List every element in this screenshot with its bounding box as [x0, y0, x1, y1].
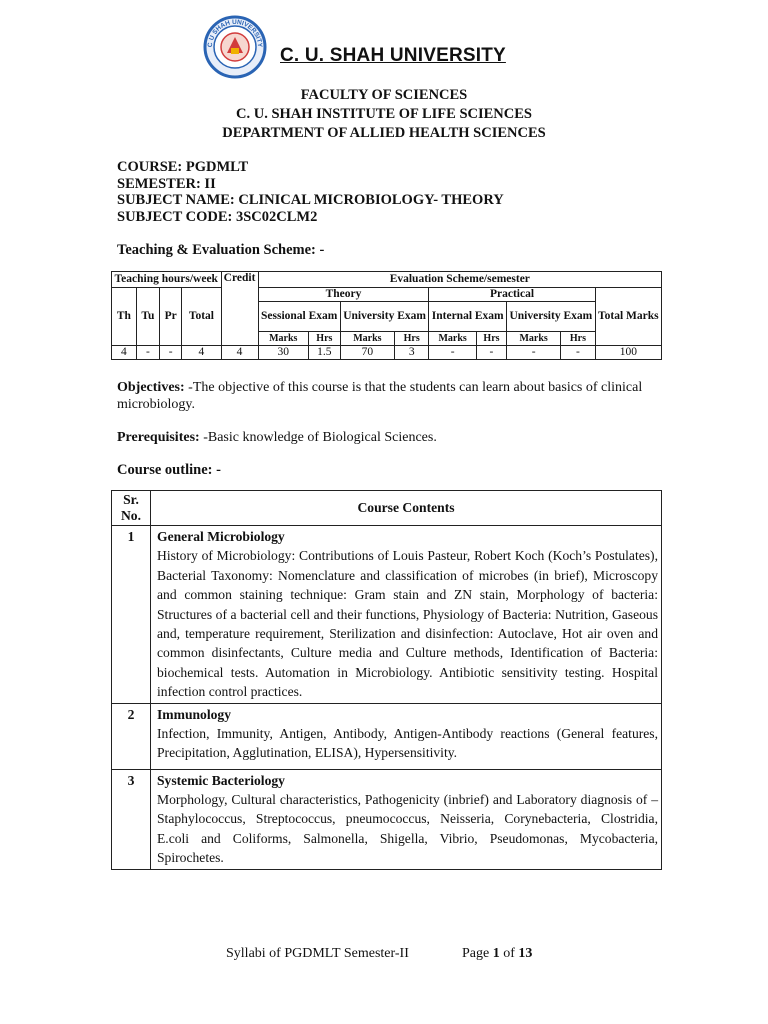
hrs-header: Hrs	[476, 332, 506, 346]
page-total: 13	[518, 946, 533, 961]
unit-title: Immunology	[157, 706, 232, 722]
course-outline-heading: Course outline: -	[117, 462, 221, 478]
theory-header: Theory	[258, 288, 429, 302]
department-heading: DEPARTMENT OF ALLIED HEALTH SCIENCES	[222, 125, 546, 141]
table-row	[112, 769, 662, 869]
scheme-cell: 1.5	[308, 346, 340, 360]
subject-name-line: SUBJECT NAME: CLINICAL MICROBIOLOGY- THEORY	[117, 192, 504, 208]
unit-description: History of Microbiology: Contributions of Louis Pasteur, Robert Koch (Koch’s Postulates), Bacterial Taxonomy: Nomenclature and classification of microbes (in brief), Microscopy and common staining technique: Gram stain and ZN stain, Morphology of bacteria: Structures of a bacterial cell and their functions, Physiology of Bacteria: Nutrition, Gaseous and, temperature requirement, Sterilization and disinfection: Autoclave, Hot air oven and common disinfectants, Culture media and Culture methods, Identification of Bacteria: biochemical tests. Automation in Microbiology. Antibiotic sensitivity testing. Hospital infection control practices.	[157, 548, 658, 700]
objectives-label: Objectives:	[117, 380, 185, 395]
teaching-hours-header: Teaching hours/week	[112, 272, 222, 288]
hrs-header: Hrs	[308, 332, 340, 346]
total-header: Total	[182, 288, 221, 346]
unit-description: Infection, Immunity, Antigen, Antibody, Antigen-Antibody reactions (General features, Precipitation, Agglutination, ELISA), Hypersensitivity.	[157, 726, 658, 761]
practical-university-exam-header: University Exam	[507, 302, 596, 332]
university-exam-header: University Exam	[340, 302, 429, 332]
objectives-paragraph	[117, 379, 657, 413]
scheme-cell: 4	[112, 346, 137, 360]
prerequisites-paragraph	[117, 429, 657, 446]
course-contents-header: Course Contents	[151, 491, 662, 526]
hrs-header: Hrs	[395, 332, 429, 346]
scheme-cell: -	[136, 346, 159, 360]
scheme-cell: 3	[395, 346, 429, 360]
marks-header: Marks	[429, 332, 477, 346]
scheme-cell: -	[561, 346, 595, 360]
total-marks-header: Total Marks	[595, 288, 661, 346]
marks-header: Marks	[340, 332, 394, 346]
scheme-cell: 4	[221, 346, 258, 360]
marks-header: Marks	[507, 332, 561, 346]
unit-title: Systemic Bacteriology	[157, 772, 285, 788]
prerequisites-label: Prerequisites:	[117, 430, 200, 445]
table-row	[112, 526, 662, 704]
page-prefix: Page	[462, 946, 490, 961]
evaluation-header: Evaluation Scheme/semester	[258, 272, 661, 288]
table-row	[112, 703, 662, 769]
th-header: Th	[112, 288, 137, 346]
hrs-header: Hrs	[561, 332, 595, 346]
scheme-heading: Teaching & Evaluation Scheme: -	[117, 242, 325, 258]
scheme-cell: 30	[258, 346, 308, 360]
sr-no-header: Sr. No.	[112, 491, 151, 526]
university-title: C. U. SHAH UNIVERSITY	[280, 45, 506, 66]
page-of: of	[503, 946, 515, 961]
practical-header: Practical	[429, 288, 595, 302]
scheme-cell: -	[160, 346, 182, 360]
scheme-cell: -	[429, 346, 477, 360]
credit-header: Credit	[221, 272, 258, 346]
page-current: 1	[492, 946, 500, 961]
row-number: 1	[112, 526, 151, 704]
footer-page-number	[462, 946, 532, 962]
scheme-values-row	[112, 346, 662, 360]
row-number: 3	[112, 769, 151, 869]
university-logo	[203, 15, 267, 79]
scheme-cell: -	[507, 346, 561, 360]
evaluation-scheme-table	[111, 271, 662, 360]
unit-description: Morphology, Cultural characteristics, Pathogenicity (inbrief) and Laboratory diagnosis of – Staphylococcus, Streptococcus, pneumococcus, Neisseria, Corynebacteria, Clostridia, E.coli and Coliforms, Salmonella, Shigella, Vibrio, Pseudomonas, Mycobacteria, Spirochetes.	[157, 792, 658, 866]
course-line: COURSE: PGDMLT	[117, 159, 249, 175]
course-info	[117, 159, 504, 225]
semester-line: SEMESTER: II	[117, 175, 216, 192]
scheme-cell: 4	[182, 346, 221, 360]
subject-code-line: SUBJECT CODE: 3SC02CLM2	[117, 208, 318, 225]
scheme-cell: 100	[595, 346, 661, 360]
objectives-text: -The objective of this course is that the students can learn about basics of clinical microbiology.	[117, 380, 643, 412]
scheme-cell: 70	[340, 346, 394, 360]
footer-syllabus-label: Syllabi of PGDMLT Semester-II	[226, 946, 409, 961]
internal-exam-header: Internal Exam	[429, 302, 507, 332]
row-number: 2	[112, 703, 151, 769]
marks-header: Marks	[258, 332, 308, 346]
scheme-cell: -	[476, 346, 506, 360]
tu-header: Tu	[136, 288, 159, 346]
logo-text: C U SHAH UNIVERSITY	[206, 18, 264, 48]
unit-title: General Microbiology	[157, 529, 285, 544]
sessional-exam-header: Sessional Exam	[258, 302, 340, 332]
course-contents-table	[111, 490, 662, 870]
institute-heading: C. U. SHAH INSTITUTE OF LIFE SCIENCES	[236, 106, 532, 122]
prerequisites-text: -Basic knowledge of Biological Sciences.	[199, 430, 437, 445]
pr-header: Pr	[160, 288, 182, 346]
faculty-heading: FACULTY OF SCIENCES	[300, 87, 468, 103]
